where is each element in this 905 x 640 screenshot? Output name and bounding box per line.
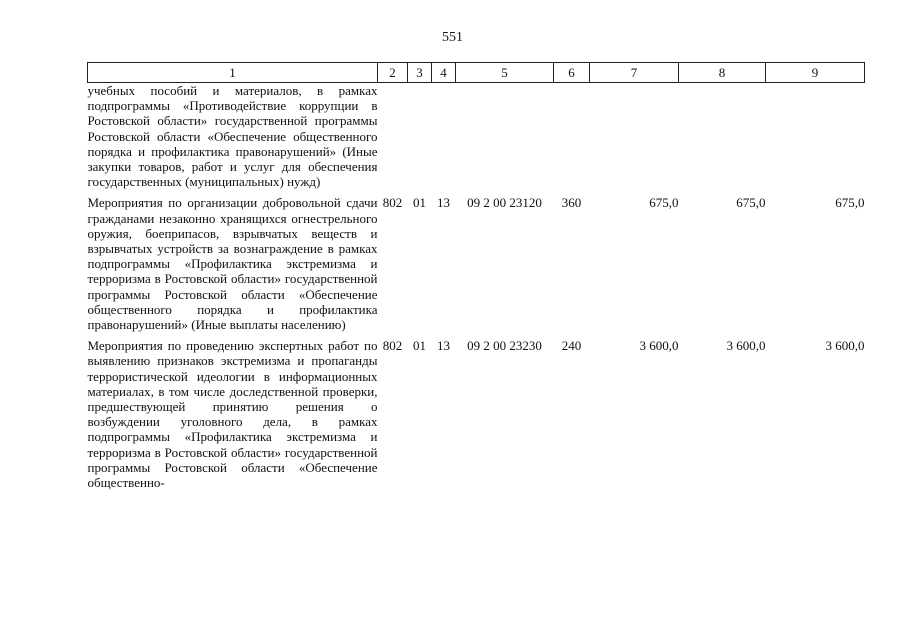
- cell-amount-col9: 3 600,0: [825, 338, 865, 354]
- budget-table: [87, 62, 865, 490]
- cell-subsection: 13: [437, 338, 450, 354]
- cell-amount-col8: 3 600,0: [726, 338, 766, 354]
- row-description: Мероприятия по организации добровольной сдачи гражданами незаконно хранящихся огнестрельного оружия, боеприпасов, взрывчатых веществ и взрывчатых устройств за вознаграждение в рамках подпрограммы «Профилактика экстремизма и терроризма в Ростовской области» государственной программы Ростовской области «Обеспечение общественного порядка и профилактика правонарушений» (Иные выплаты населению): [87, 195, 378, 333]
- cell-amount-col9: [766, 83, 865, 190]
- column-header: 6: [554, 63, 590, 83]
- row-description: учебных пособий и материалов, в рамках подпрограммы «Противодействие коррупции в Ростовской области» государственной программы Ростовской области «Обеспечение общественного порядка и профилактика правонарушений» (Иные закупки товаров, работ и услуг для обеспечения государственных (муниципальных) нужд): [87, 83, 378, 190]
- cell-gl: [378, 83, 408, 190]
- cell-target-article: 09 2 00 23230: [467, 338, 542, 354]
- cell-subsection: [432, 83, 456, 190]
- column-header: 7: [590, 63, 679, 83]
- table-row: [88, 189, 865, 332]
- cell-amount-col7: [590, 83, 679, 190]
- cell-amount-col9: 675,0: [835, 195, 865, 211]
- table-row: [88, 83, 865, 190]
- cell-target-article: [456, 83, 554, 190]
- cell-amount-col8: [679, 83, 766, 190]
- cell-gl: 802: [382, 338, 403, 354]
- column-header: 5: [456, 63, 554, 83]
- cell-subsection: 13: [437, 195, 450, 211]
- page-number: 551: [442, 30, 463, 45]
- cell-section: 01: [413, 338, 426, 354]
- column-header: 3: [408, 63, 432, 83]
- cell-expense-type: 360: [561, 195, 582, 211]
- table-row: [88, 332, 865, 490]
- column-header: 1: [88, 63, 378, 83]
- column-header: 9: [766, 63, 865, 83]
- cell-expense-type: 240: [561, 338, 582, 354]
- column-header: 2: [378, 63, 408, 83]
- column-header: 4: [432, 63, 456, 83]
- cell-expense-type: [554, 83, 590, 190]
- column-header: 8: [679, 63, 766, 83]
- cell-amount-col7: 3 600,0: [639, 338, 679, 354]
- cell-section: [408, 83, 432, 190]
- row-description: Мероприятия по проведению экспертных работ по выявлению признаков экстремизма и пропаганды террористической идеологии в информационных материалах, в том числе доследственной проверки, предшествующей принятию решения о возбуждении уголовного дела, в рамках подпрограммы «Профилактика экстремизма и терроризма в Ростовской области» государственной программы Ростовской области «Обеспечение общественно-: [87, 338, 378, 491]
- table-header-row: [88, 63, 865, 83]
- cell-amount-col7: 675,0: [649, 195, 679, 211]
- cell-gl: 802: [382, 195, 403, 211]
- cell-amount-col8: 675,0: [736, 195, 766, 211]
- cell-target-article: 09 2 00 23120: [467, 195, 542, 211]
- cell-section: 01: [413, 195, 426, 211]
